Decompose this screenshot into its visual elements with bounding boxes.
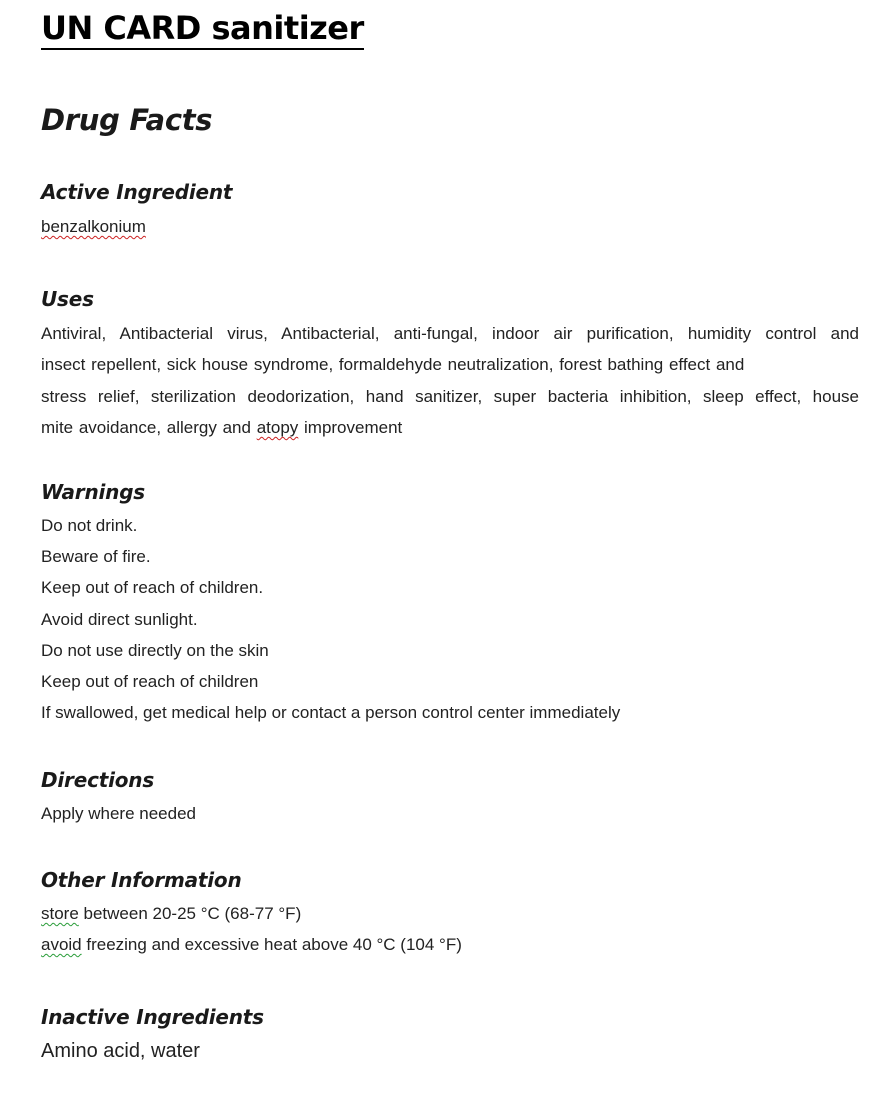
warnings-list (41, 510, 859, 728)
uses-line: stress relief, sterilization deodorization, hand sanitizer, super bacteria inhibition, sleep effect, house (41, 386, 859, 406)
uses-line-atopy: atopy (256, 418, 299, 438)
document-title: UN CARD sanitizer (41, 8, 364, 50)
warning-item: Do not use directly on the skin (41, 640, 269, 660)
directions-heading: Directions (41, 768, 155, 792)
warnings-heading: Warnings (41, 480, 146, 504)
uses-section (41, 284, 859, 444)
uses-line: insect repellent, sick house syndrome, formaldehyde neutralization, forest bathing effect and (41, 355, 745, 375)
directions-section (41, 765, 859, 829)
inactive-ingredients-value: Amino acid, water (41, 1040, 200, 1062)
other-information-line (41, 929, 859, 960)
uses-text (41, 318, 859, 444)
other-avoid-word: avoid (41, 935, 82, 955)
warning-item: Keep out of reach of children. (41, 578, 264, 598)
uses-line-part: mite avoidance, allergy and (41, 418, 257, 438)
active-ingredient-value (41, 211, 859, 242)
other-avoid-rest: freezing and excessive heat above 40 °C (104 °F) (81, 935, 462, 955)
other-store-rest: between 20-25 °C (68-77 °F) (78, 904, 302, 923)
inactive-ingredients-heading: Inactive Ingredients (41, 1005, 264, 1029)
drug-facts-heading: Drug Facts (41, 103, 213, 137)
other-information-list (41, 898, 859, 960)
warning-item: Do not drink. (41, 516, 138, 535)
other-information-heading: Other Information (41, 868, 242, 892)
warning-item: Keep out of reach of children (41, 672, 259, 692)
active-ingredient-section (41, 177, 859, 242)
warnings-section (41, 477, 859, 728)
other-store-word: store (41, 904, 79, 923)
active-ingredient-text: benzalkonium (41, 217, 146, 236)
other-information-section (41, 865, 859, 960)
inactive-ingredients-section (41, 1002, 859, 1067)
uses-heading: Uses (41, 287, 94, 311)
directions-value: Apply where needed (41, 804, 197, 823)
uses-line-last (41, 412, 859, 443)
uses-line-part: improvement (298, 418, 403, 438)
active-ingredient-heading: Active Ingredient (41, 180, 233, 204)
other-information-line (41, 898, 859, 929)
warning-item: If swallowed, get medical help or contact a person control center immediately (41, 703, 621, 723)
uses-line: Antiviral, Antibacterial virus, Antibacterial, anti-fungal, indoor air purification, humidity control and (41, 324, 859, 343)
warning-item: Avoid direct sunlight. (41, 609, 198, 629)
warning-item: Beware of fire. (41, 547, 151, 567)
